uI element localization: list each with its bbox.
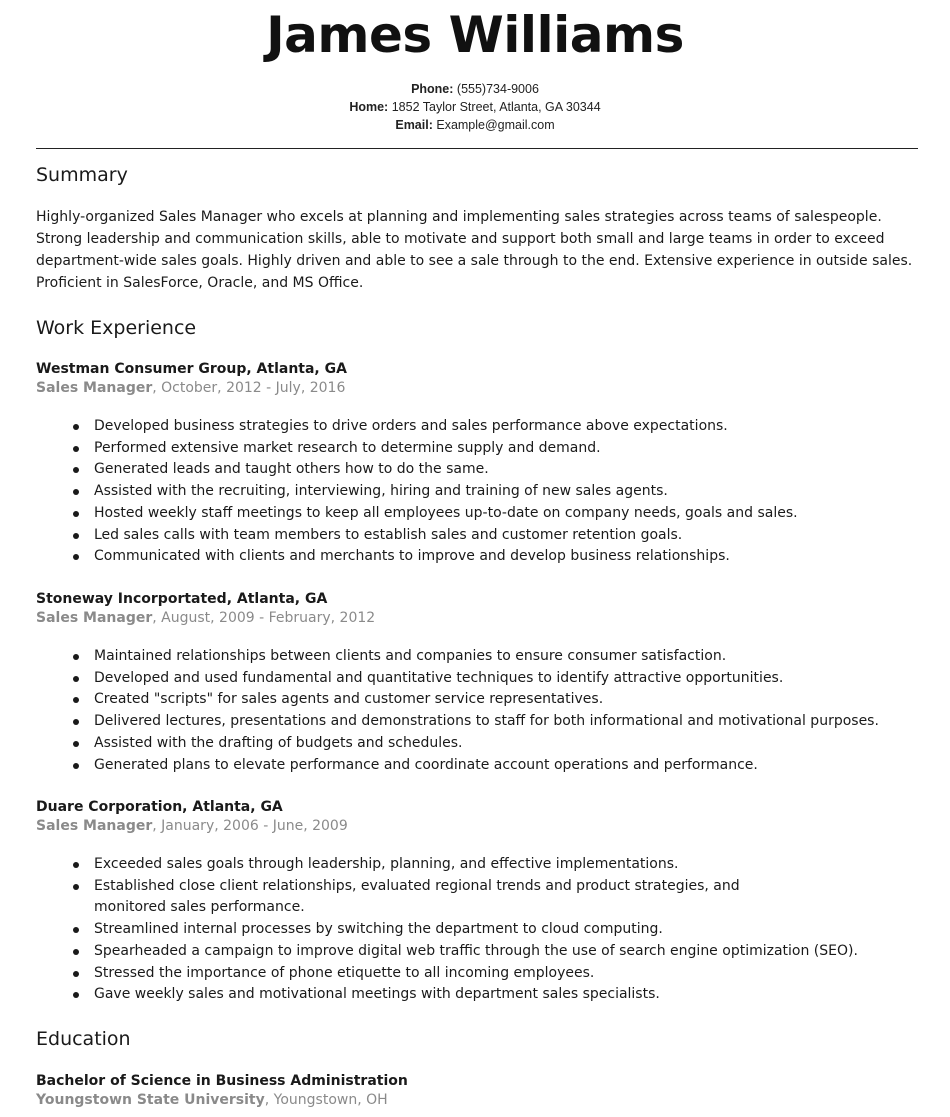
bullet-icon: [73, 862, 79, 868]
list-item: Hosted weekly staff meetings to keep all employees up-to-date on company needs, goals and sales.: [0, 503, 900, 525]
bullet-icon: [73, 654, 79, 660]
job-bullet-list: [0, 646, 900, 776]
job-role-dates: [36, 378, 345, 398]
school-name: Youngstown State University: [36, 1092, 265, 1108]
job-company: Westman Consumer Group, Atlanta, GA: [36, 361, 347, 377]
list-item: Developed business strategies to drive orders and sales performance above expectations.: [0, 416, 900, 438]
list-item: Stressed the importance of phone etiquette to all incoming employees.: [0, 963, 900, 985]
bullet-icon: [73, 489, 79, 495]
bullet-icon: [73, 741, 79, 747]
bullet-icon: [73, 446, 79, 452]
bullet-icon: [73, 676, 79, 682]
phone-label: Phone:: [411, 82, 454, 96]
bullet-icon: [73, 884, 79, 890]
job-role: Sales Manager: [36, 610, 153, 626]
summary-text: Highly-organized Sales Manager who excels at planning and implementing sales strategies across teams of salespeople. Strong leadership and communication skills, able to motivate and support both small and large teams in order to exceed department-wide sales goals. Highly driven and able to see a sale through to the end. Extensive experience in outside sales. Proficient in SalesForce, Oracle, and MS Office.: [36, 209, 913, 291]
bullet-icon: [73, 971, 79, 977]
home-line: [0, 98, 950, 116]
job-company: Stoneway Incorportated, Atlanta, GA: [36, 591, 328, 607]
email-value: Example@gmail.com: [436, 118, 555, 132]
phone-value: (555)734-9006: [456, 82, 539, 96]
email-label: Email:: [395, 118, 433, 132]
work-experience-heading: Work Experience: [36, 317, 197, 339]
candidate-name: James Williams: [266, 6, 684, 64]
list-item: Created "scripts" for sales agents and customer service representatives.: [0, 689, 900, 711]
bullet-icon: [73, 949, 79, 955]
home-value: 1852 Taylor Street, Atlanta, GA 30344: [391, 100, 601, 114]
contact-block: [0, 80, 950, 134]
school-location: , Youngstown, OH: [264, 1092, 388, 1108]
list-item: Maintained relationships between clients and companies to ensure consumer satisfaction.: [0, 646, 900, 668]
bullet-icon: [73, 697, 79, 703]
list-item: Generated leads and taught others how to do the same.: [0, 459, 900, 481]
bullet-icon: [73, 511, 79, 517]
list-item: Communicated with clients and merchants to improve and develop business relationships.: [0, 546, 900, 568]
list-item: Streamlined internal processes by switching the department to cloud computing.: [0, 919, 900, 941]
list-item: Spearheaded a campaign to improve digital web traffic through the use of search engine optimization (SEO).: [0, 941, 900, 963]
list-item: Assisted with the drafting of budgets and schedules.: [0, 733, 900, 755]
job-dates: , August, 2009 - February, 2012: [152, 610, 376, 626]
degree: Bachelor of Science in Business Administration: [36, 1073, 408, 1089]
home-label: Home:: [349, 100, 389, 114]
bullet-icon: [73, 554, 79, 560]
bullet-icon: [73, 992, 79, 998]
job-role-dates: [36, 608, 375, 628]
job-bullet-list: [0, 416, 900, 568]
list-item: Performed extensive market research to determine supply and demand.: [0, 438, 900, 460]
education-heading: Education: [36, 1028, 131, 1050]
job-role-dates: [36, 816, 348, 836]
bullet-icon: [73, 763, 79, 769]
list-item: Led sales calls with team members to establish sales and customer retention goals.: [0, 525, 900, 547]
list-item: Generated plans to elevate performance and coordinate account operations and performance.: [0, 755, 900, 777]
school-line: [36, 1090, 388, 1110]
job-bullet-list: [0, 854, 900, 1006]
job-dates: , October, 2012 - July, 2016: [152, 380, 346, 396]
header-divider: [36, 148, 918, 149]
bullet-icon: [73, 467, 79, 473]
phone-line: [0, 80, 950, 98]
job-role: Sales Manager: [36, 380, 153, 396]
bullet-icon: [73, 927, 79, 933]
summary-heading: Summary: [36, 164, 128, 186]
list-item: Gave weekly sales and motivational meetings with department sales specialists.: [0, 984, 900, 1006]
bullet-icon: [73, 424, 79, 430]
bullet-icon: [73, 719, 79, 725]
list-item: Established close client relationships, evaluated regional trends and product strategies, and monitored sales performance.: [0, 876, 754, 919]
list-item: Assisted with the recruiting, interviewing, hiring and training of new sales agents.: [0, 481, 900, 503]
list-item: Delivered lectures, presentations and demonstrations to staff for both informational and motivational purposes.: [0, 711, 900, 733]
job-dates: , January, 2006 - June, 2009: [152, 818, 348, 834]
job-role: Sales Manager: [36, 818, 153, 834]
list-item: Developed and used fundamental and quantitative techniques to identify attractive opportunities.: [0, 668, 900, 690]
job-company: Duare Corporation, Atlanta, GA: [36, 799, 283, 815]
list-item: Exceeded sales goals through leadership, planning, and effective implementations.: [0, 854, 900, 876]
email-line: [0, 116, 950, 134]
bullet-icon: [73, 533, 79, 539]
